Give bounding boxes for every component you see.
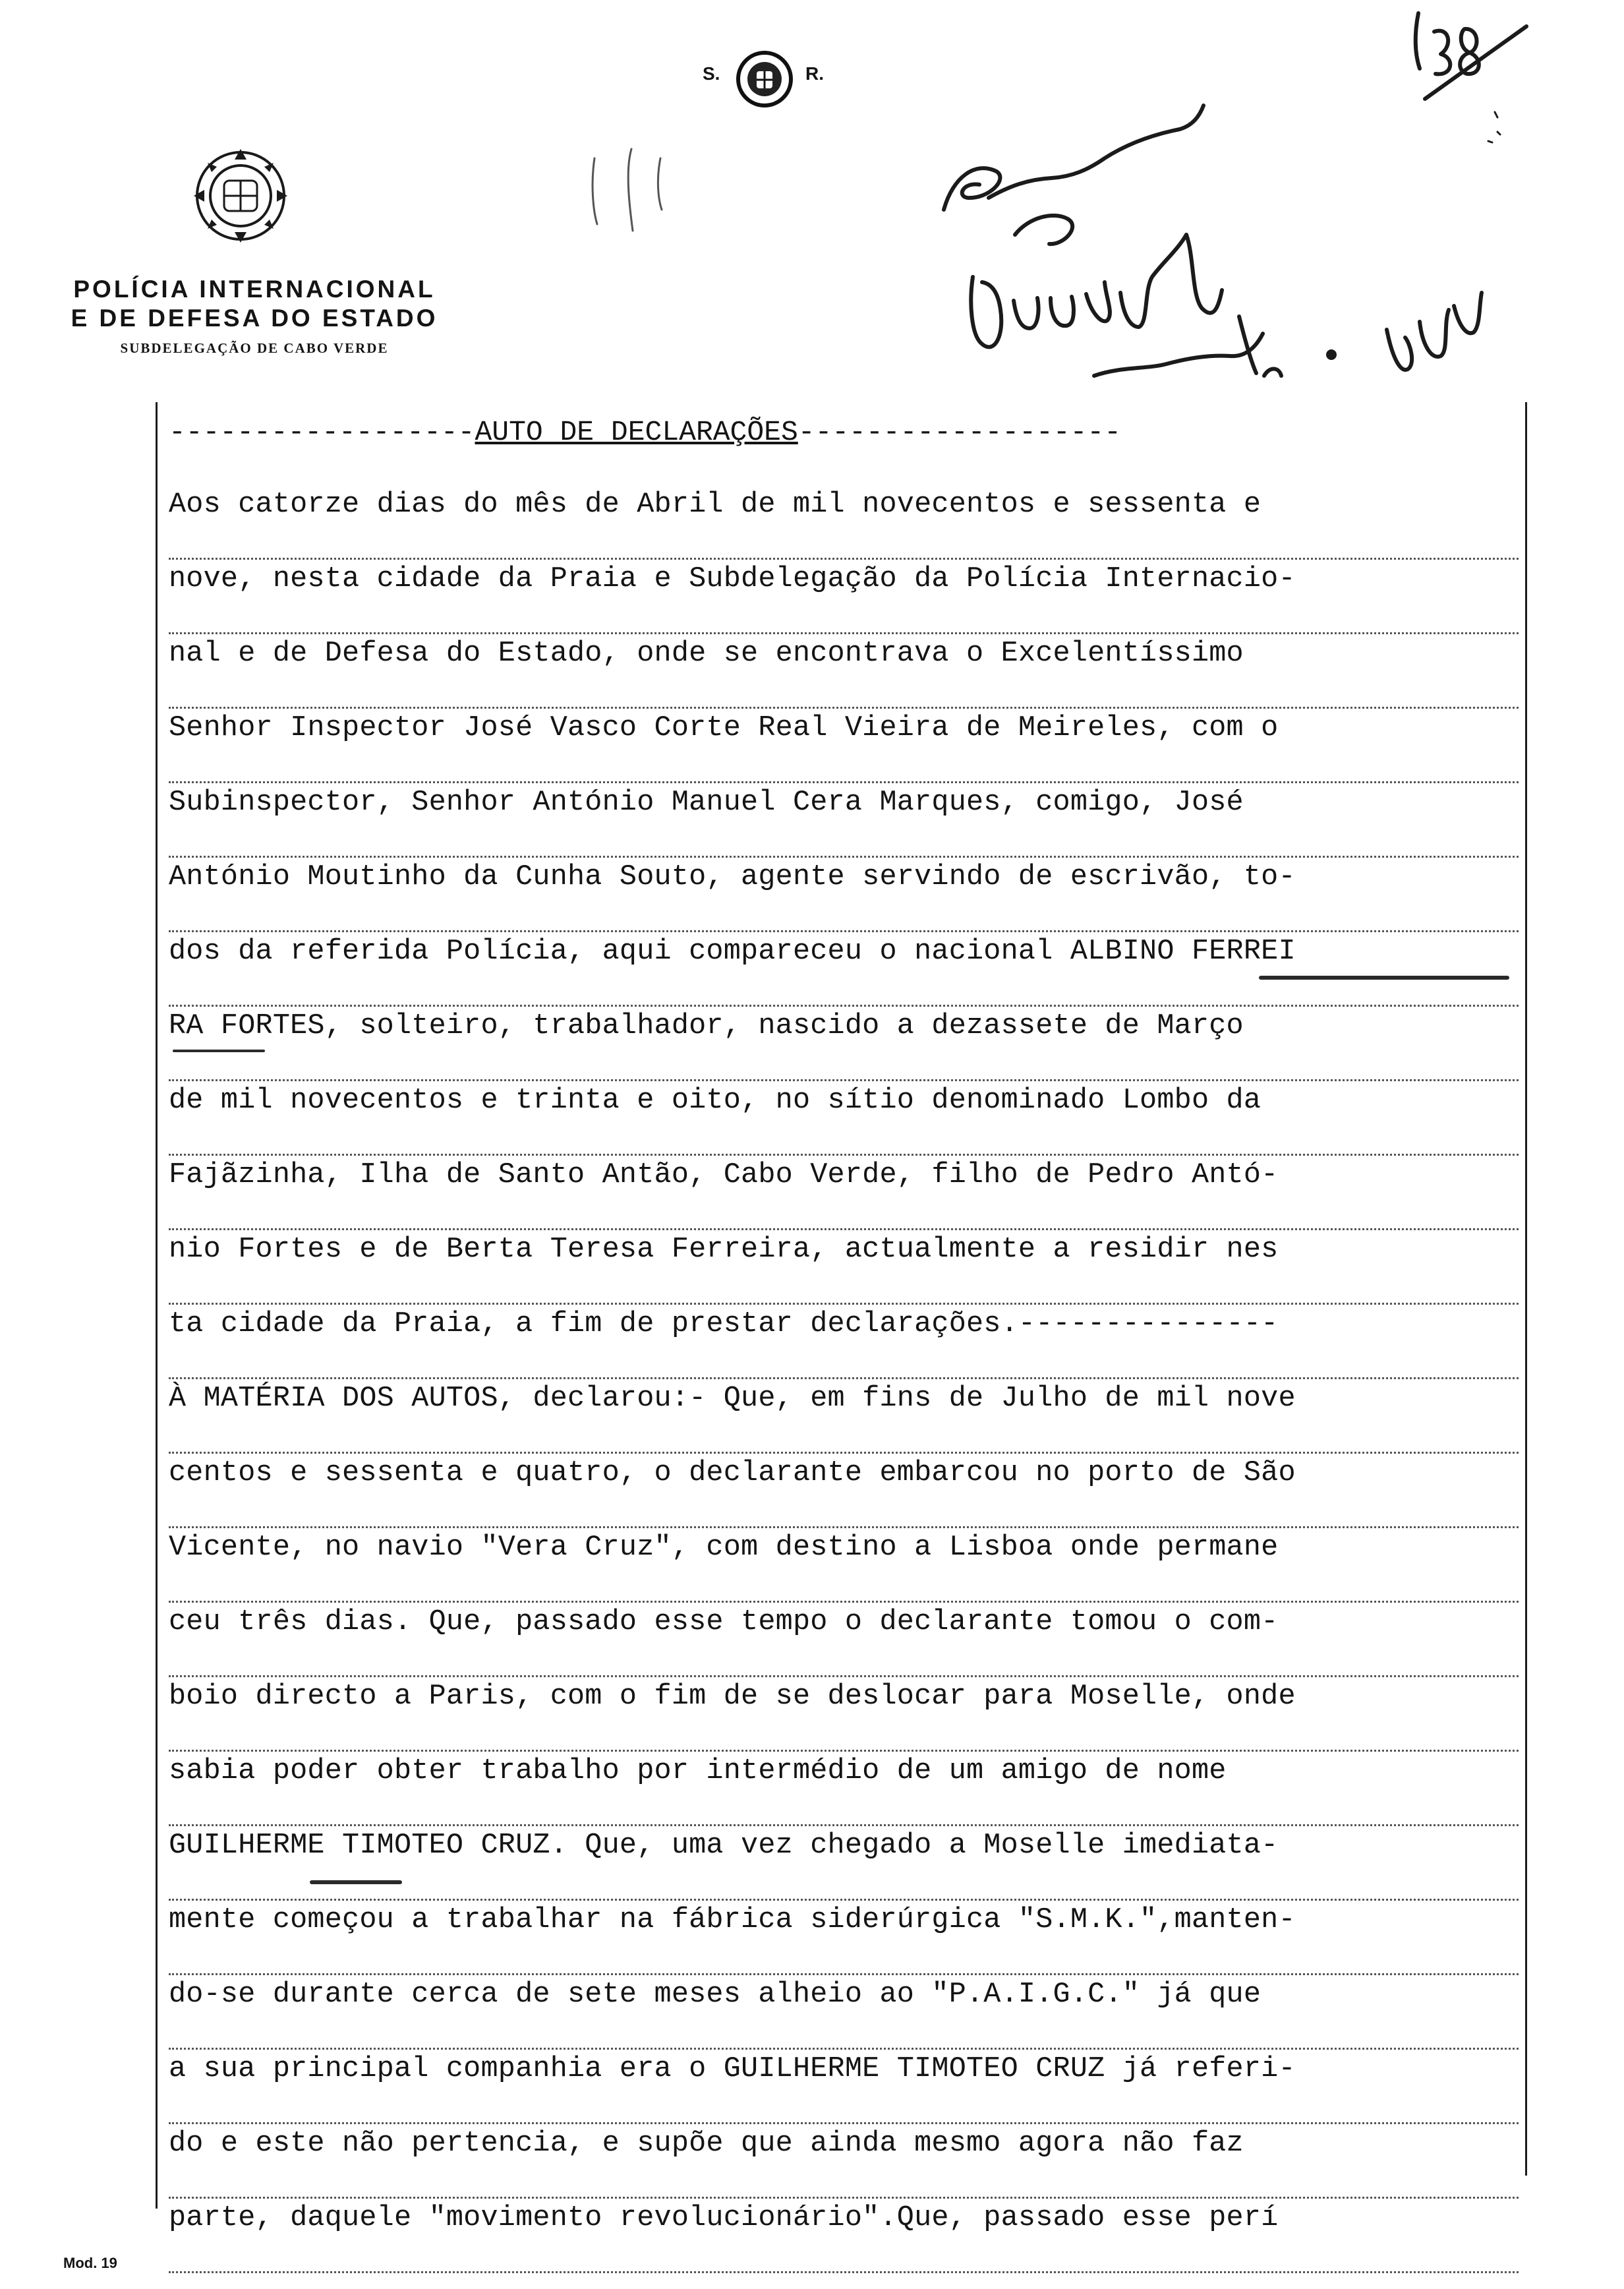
text-line-content: RA FORTES, solteiro, trabalhador, nascido a dezassete de Março	[169, 1010, 1244, 1042]
text-line-content: Vicente, no navio "Vera Cruz", com destino a Lisboa onde permane	[169, 1531, 1279, 1564]
title-dashes-left: ------------------	[169, 416, 475, 448]
text-line-content: Fajãzinha, Ilha de Santo Antão, Cabo Verde, filho de Pedro Antó-	[169, 1159, 1279, 1191]
text-line	[169, 1454, 1519, 1528]
document-title	[169, 414, 1519, 451]
title-dashes-right: -------------------	[798, 416, 1122, 448]
text-line-content: ta cidade da Praia, a fim de prestar declarações.---------------	[169, 1308, 1279, 1340]
text-line	[169, 1752, 1519, 1826]
text-line-content: ceu três dias. Que, passado esse tempo o declarante tomou o com-	[169, 1606, 1279, 1638]
text-line	[169, 932, 1519, 1007]
text-line-content: centos e sessenta e quatro, o declarante embarcou no porto de São	[169, 1457, 1296, 1489]
text-line	[169, 1901, 1519, 1975]
text-line-content: do-se durante cerca de sete meses alheio ao "P.A.I.G.C." já que	[169, 1978, 1262, 2011]
text-line-content: À MATÉRIA DOS AUTOS, declarou:- Que, em fins de Julho de mil nove	[169, 1382, 1296, 1415]
text-line	[169, 560, 1519, 634]
text-line	[169, 1305, 1519, 1379]
org-name-line1: POLÍCIA INTERNACIONAL	[73, 276, 436, 303]
handwritten-signatures	[0, 0, 1624, 461]
sr-right-letter: R.	[805, 63, 824, 84]
text-line-content: Aos catorze dias do mês de Abril de mil novecentos e sessenta e	[169, 489, 1262, 521]
text-line	[169, 2199, 1519, 2273]
text-line-content: mente começou a trabalhar na fábrica siderúrgica "S.M.K.",manten-	[169, 1904, 1296, 1936]
left-margin-rule	[156, 402, 158, 2209]
text-line-content: nal e de Defesa do Estado, onde se encontrava o Excelentíssimo	[169, 638, 1244, 670]
text-line	[169, 1379, 1519, 1454]
text-line	[169, 1528, 1519, 1603]
text-line	[169, 1677, 1519, 1752]
text-line	[169, 858, 1519, 932]
text-line-content: de mil novecentos e trinta e oito, no sítio denominado Lombo da	[169, 1085, 1262, 1117]
title-text: AUTO DE DECLARAÇÕES	[475, 416, 798, 448]
text-line-content: Senhor Inspector José Vasco Corte Real Vieira de Meireles, com o	[169, 712, 1279, 744]
text-line	[169, 1081, 1519, 1156]
text-line	[169, 709, 1519, 783]
text-line	[169, 783, 1519, 858]
text-line-content: António Moutinho da Cunha Souto, agente servindo de escrivão, to-	[169, 861, 1296, 893]
org-subdivision: SUBDELEGAÇÃO DE CABO VERDE	[120, 340, 389, 356]
name-underline-mark	[310, 1880, 402, 1884]
text-line	[169, 1975, 1519, 2050]
declaration-body	[169, 485, 1519, 2273]
org-name-line2: E DE DEFESA DO ESTADO	[71, 305, 438, 332]
name-underline-mark	[173, 1050, 265, 1052]
sr-left-letter: S.	[703, 63, 720, 84]
text-line-content: Subinspector, Senhor António Manuel Cera Marques, comigo, José	[169, 787, 1244, 819]
text-line	[169, 1230, 1519, 1305]
right-margin-rule	[1525, 402, 1527, 2176]
text-line	[169, 2050, 1519, 2124]
text-line-content: boio directo a Paris, com o fim de se deslocar para Moselle, onde	[169, 1680, 1296, 1713]
text-line	[169, 1156, 1519, 1230]
text-line	[169, 2124, 1519, 2199]
text-line	[169, 1826, 1519, 1901]
text-line-content: dos da referida Polícia, aqui compareceu o nacional ALBINO FERREI	[169, 936, 1296, 968]
text-line	[169, 1603, 1519, 1677]
form-code: Mod. 19	[63, 2255, 117, 2271]
text-line-content: nio Fortes e de Berta Teresa Ferreira, actualmente a residir nes	[169, 1234, 1279, 1266]
text-line-content: GUILHERME TIMOTEO CRUZ. Que, uma vez chegado a Moselle imediata-	[169, 1829, 1279, 1862]
text-line	[169, 485, 1519, 560]
text-line-content: a sua principal companhia era o GUILHERME TIMOTEO CRUZ já referi-	[169, 2053, 1296, 2085]
text-line-content: sabia poder obter trabalho por intermédio de um amigo de nome	[169, 1755, 1227, 1787]
text-line-content: parte, daquele "movimento revolucionário".Que, passado esse perí	[169, 2202, 1279, 2234]
text-line-content: nove, nesta cidade da Praia e Subdelegação da Polícia Internacio-	[169, 563, 1296, 595]
name-underline-mark	[1259, 976, 1509, 980]
text-line-content: do e este não pertencia, e supõe que ainda mesmo agora não faz	[169, 2127, 1244, 2160]
text-line	[169, 1007, 1519, 1081]
text-line	[169, 634, 1519, 709]
